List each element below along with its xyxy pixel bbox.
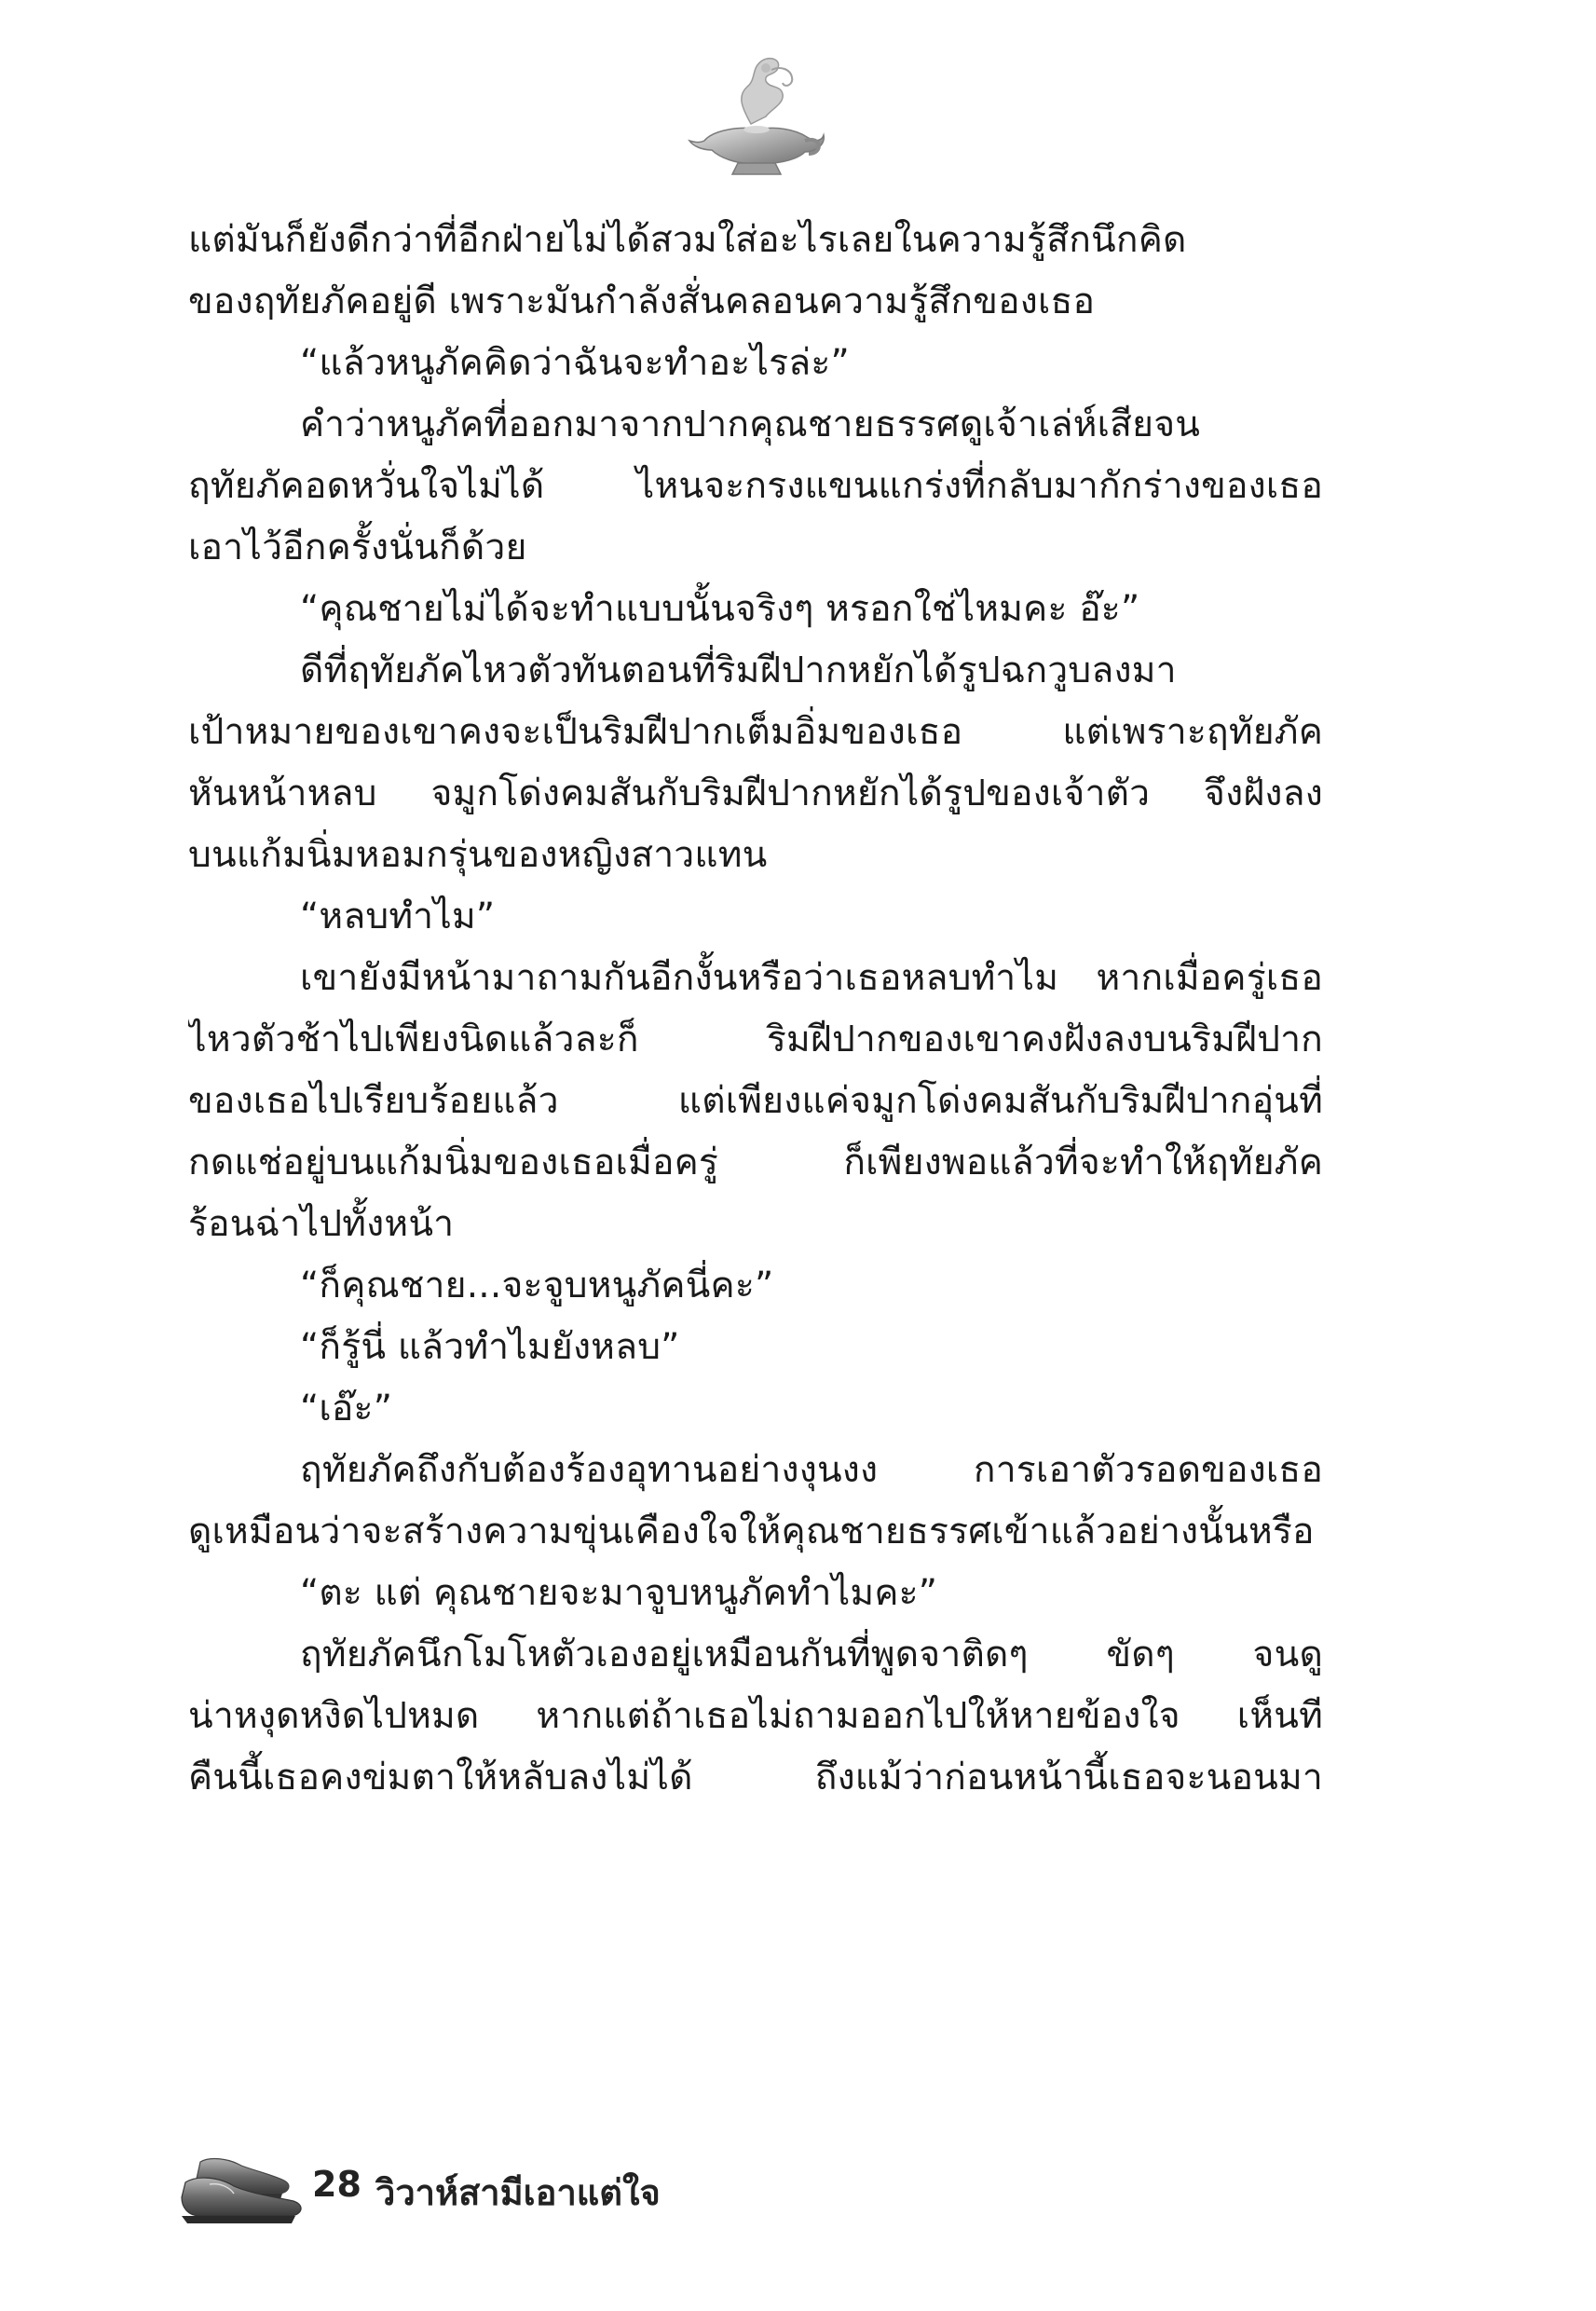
text-line: “หลบทำไม” xyxy=(300,896,496,937)
page-number: 28 xyxy=(312,2164,361,2205)
text-line: แต่มันก็ยังดีกว่าที่อีกฝ่ายไม่ได้สวมใส่อะไรเลยในความรู้สึกนึกคิด xyxy=(188,219,1187,261)
text-line: “ก็รู้นี่ แล้วทำไมยังหลบ” xyxy=(300,1326,680,1368)
text-line: ฤทัยภัคนึกโมโหตัวเองอยู่เหมือนกันที่พูดจาติดๆ ขัดๆ จนดู xyxy=(300,1634,1323,1675)
text-line: “คุณชายไม่ได้จะทำแบบนั้นจริงๆ หรอกใช่ไหมคะ อ๊ะ” xyxy=(300,588,1140,630)
text-line: บนแก้มนิ่มหอมกรุ่นของหญิงสาวแทน xyxy=(188,834,768,876)
text-line: กดแช่อยู่บนแก้มนิ่มของเธอเมื่อครู่ ก็เพียงพอแล้วที่จะทำให้ฤทัยภัค xyxy=(188,1142,1323,1183)
text-line: คำว่าหนูภัคที่ออกมาจากปากคุณชายธรรศดูเจ้าเล่ห์เสียจน xyxy=(300,403,1201,445)
text-line: ไหวตัวช้าไปเพียงนิดแล้วละก็ ริมฝีปากของเขาคงฝังลงบนริมฝีปาก xyxy=(188,1019,1323,1060)
text-line: ของเธอไปเรียบร้อยแล้ว แต่เพียงแค่จมูกโด่งคมสันกับริมฝีปากอุ่นที่ xyxy=(188,1080,1323,1122)
body-text xyxy=(188,210,1323,2120)
text-line: น่าหงุดหงิดไปหมด หากแต่ถ้าเธอไม่ถามออกไปให้หายข้องใจ เห็นที xyxy=(188,1695,1323,1737)
text-line: คืนนี้เธอคงข่มตาให้หลับลงไม่ได้ ถึงแม้ว่าก่อนหน้านี้เธอจะนอนมา xyxy=(188,1757,1323,1798)
book-title: วิวาห์สามีเอาแต่ใจ xyxy=(375,2172,661,2213)
text-line: ร้อนฉ่าไปทั้งหน้า xyxy=(188,1203,455,1245)
text-line: เป้าหมายของเขาคงจะเป็นริมฝีปากเต็มอิ่มของเธอ แต่เพราะฤทัยภัค xyxy=(188,711,1323,753)
text-line: “แล้วหนูภัคคิดว่าฉันจะทำอะไรล่ะ” xyxy=(300,342,850,384)
text-line: ฤทัยภัคอดหวั่นใจไม่ได้ ไหนจะกรงแขนแกร่งที่กลับมากักร่างของเธอ xyxy=(188,465,1323,507)
text-line: ฤทัยภัคถึงกับต้องร้องอุทานอย่างงุนงง การเอาตัวรอดของเธอ xyxy=(300,1449,1323,1491)
text-line: หันหน้าหลบ จมูกโด่งคมสันกับริมฝีปากหยักได้รูปของเจ้าตัว จึงฝังลง xyxy=(188,773,1323,814)
page-footer xyxy=(172,2143,825,2227)
shoes-icon xyxy=(172,2143,317,2227)
text-line: ดีที่ฤทัยภัคไหวตัวทันตอนที่ริมฝีปากหยักได้รูปฉกวูบลงมา xyxy=(300,650,1177,691)
text-line: “ก็คุณชาย...จะจูบหนูภัคนี่คะ” xyxy=(300,1265,774,1306)
genie-lamp-icon xyxy=(686,51,825,182)
text-line: เอาไว้อีกครั้งนั่นก็ด้วย xyxy=(188,526,527,568)
text-line: เขายังมีหน้ามาถามกันอีกงั้นหรือว่าเธอหลบทำไม หากเมื่อครู่เธอ xyxy=(300,957,1323,999)
text-line: “เอ๊ะ” xyxy=(300,1388,393,1429)
text-line: ดูเหมือนว่าจะสร้างความขุ่นเคืองใจให้คุณชายธรรศเข้าแล้วอย่างนั้นหรือ xyxy=(188,1511,1315,1552)
text-line: ของฤทัยภัคอยู่ดี เพราะมันกำลังสั่นคลอนความรู้สึกของเธอ xyxy=(188,280,1096,322)
text-line: “ตะ แต่ คุณชายจะมาจูบหนูภัคทำไมคะ” xyxy=(300,1572,938,1614)
